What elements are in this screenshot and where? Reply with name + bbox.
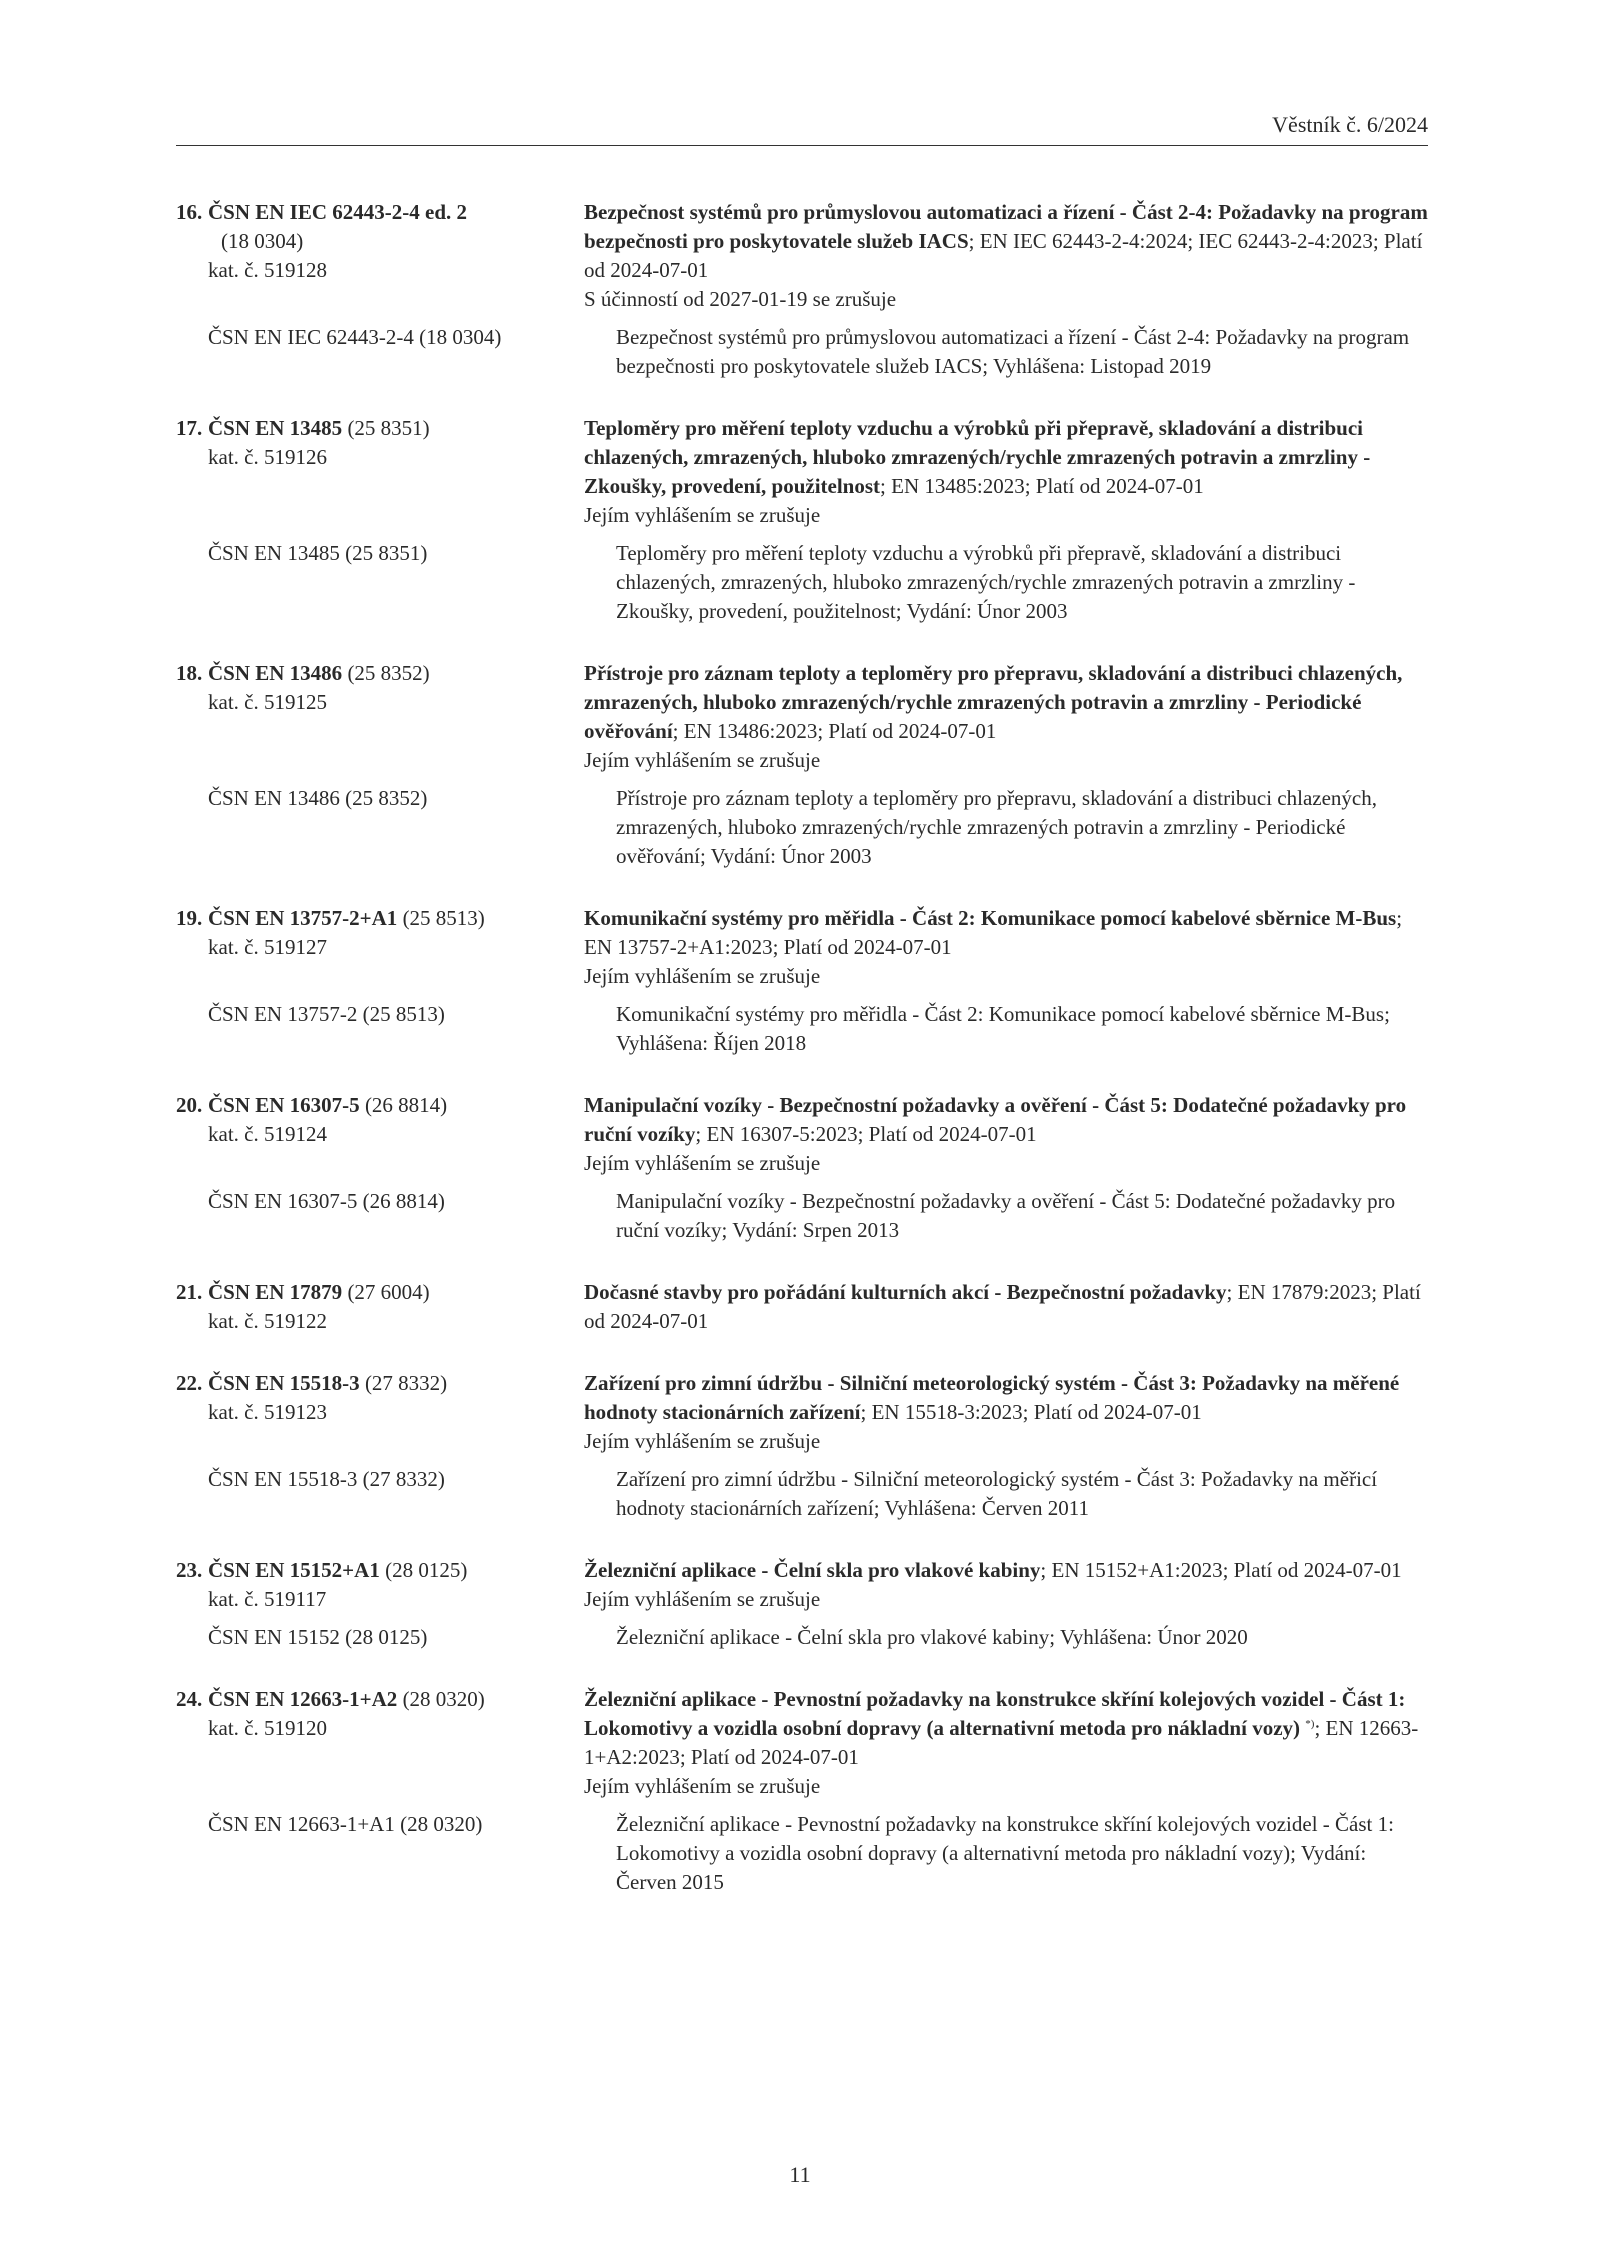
replaced-standard-description: Železniční aplikace - Čelní skla pro vlakové kabiny; Vyhlášena: Únor 2020 xyxy=(616,1625,1248,1649)
entry-number: 19. xyxy=(176,906,203,930)
replaced-standard-code: ČSN EN 15518-3 (27 8332) xyxy=(208,1467,445,1491)
replaced-standard-code: ČSN EN 12663-1+A1 (28 0320) xyxy=(208,1812,483,1836)
footnote-marker: *) xyxy=(1305,1718,1315,1730)
replaced-standard-description: Teploměry pro měření teploty vzduchu a výrobků při přepravě, skladování a distribuci chlazených, zmrazených, hluboko zmrazených/rychle zmrazených potravin a zmrzliny - Zkoušky, provedení, použitelnost; Vydání: Únor 2003 xyxy=(616,541,1356,623)
standard-description xyxy=(584,414,1428,530)
standard-details: ; EN 13486:2023; Platí od 2024-07-01 xyxy=(672,719,997,743)
withdrawal-note: Jejím vyhlášením se zrušuje xyxy=(584,1151,821,1175)
standard-title: Železniční aplikace - Pevnostní požadavky na konstrukce skříní kolejových vozidel - Část 1: Lokomotivy a vozidla osobní dopravy (a alternativní metoda pro nákladní vozy) xyxy=(584,1687,1406,1740)
replaced-standard-row xyxy=(176,1187,1428,1245)
entry-number: 21. xyxy=(176,1280,203,1304)
replaced-standard-description: Bezpečnost systémů pro průmyslovou automatizaci a řízení - Část 2-4: Požadavky na program bezpečnosti pro poskytovatele služeb IACS; Vyhlášena: Listopad 2019 xyxy=(616,325,1410,378)
standard-id-block xyxy=(176,198,584,314)
withdrawal-note: Jejím vyhlášením se zrušuje xyxy=(584,964,821,988)
replaced-standard-row xyxy=(176,784,1428,871)
standard-details: ; EN 13485:2023; Platí od 2024-07-01 xyxy=(880,474,1204,498)
class-code: (26 8814) xyxy=(364,1093,448,1117)
entry-number: 17. xyxy=(176,416,203,440)
class-code: (28 0125) xyxy=(385,1558,468,1582)
entry-number: 18. xyxy=(176,661,203,685)
standard-code: ČSN EN 15152+A1 xyxy=(208,1558,380,1582)
withdrawal-note: S účinností od 2027-01-19 se zrušuje xyxy=(584,287,897,311)
replaced-standard-description: Zařízení pro zimní údržbu - Silniční meteorologický systém - Část 3: Požadavky na měřicí hodnoty stacionárních zařízení; Vyhlášena: Červen 2011 xyxy=(616,1467,1378,1520)
standard-description xyxy=(584,1685,1428,1801)
replaced-standard-code: ČSN EN IEC 62443-2-4 (18 0304) xyxy=(208,325,502,349)
catalog-number: kat. č. 519124 xyxy=(208,1122,327,1146)
standard-code: ČSN EN 15518-3 xyxy=(208,1371,360,1395)
catalog-number: kat. č. 519122 xyxy=(208,1309,327,1333)
standard-description xyxy=(584,659,1428,775)
standard-code: ČSN EN 12663-1+A2 xyxy=(208,1687,398,1711)
class-code: (25 8351) xyxy=(347,416,430,440)
replaced-standard-code: ČSN EN 13486 (25 8352) xyxy=(208,786,428,810)
catalog-number: kat. č. 519125 xyxy=(208,690,327,714)
standard-entry xyxy=(176,1369,1428,1523)
replaced-standard-description: Železniční aplikace - Pevnostní požadavky na konstrukce skříní kolejových vozidel - Část 1: Lokomotivy a vozidla osobní dopravy (a alternativní metoda pro nákladní vozy); Vydání: Červen 2015 xyxy=(616,1812,1394,1894)
standard-entry xyxy=(176,1685,1428,1897)
standard-details: ; EN 17879:2023; Platí od 2024-07-01 xyxy=(584,1280,1421,1333)
replaced-standard-row xyxy=(176,1810,1428,1897)
standard-code: ČSN EN 13486 xyxy=(208,661,343,685)
standard-title: Komunikační systémy pro měřidla - Část 2: Komunikace pomocí kabelové sběrnice M-Bus xyxy=(584,906,1397,930)
standard-id-block xyxy=(176,1685,584,1801)
standard-code: ČSN EN 16307-5 xyxy=(208,1093,360,1117)
class-code: (18 0304) xyxy=(221,229,304,253)
new-standard-row xyxy=(176,1556,1428,1614)
replaced-standard-description: Přístroje pro záznam teploty a teploměry pro přepravu, skladování a distribuci chlazených, zmrazených, hluboko zmrazených/rychle zmrazených potravin a zmrzliny - Periodické ověřování; Vydání: Únor 2003 xyxy=(616,786,1377,868)
standard-id-block xyxy=(176,659,584,775)
replaced-standard-code: ČSN EN 13485 (25 8351) xyxy=(208,541,428,565)
catalog-number: kat. č. 519123 xyxy=(208,1400,327,1424)
catalog-number: kat. č. 519117 xyxy=(208,1587,327,1611)
standard-description xyxy=(584,1278,1428,1336)
standard-id-block xyxy=(176,414,584,530)
standard-title: Zařízení pro zimní údržbu - Silniční meteorologický systém - Část 3: Požadavky na měřené hodnoty stacionárních zařízení xyxy=(584,1371,1400,1424)
class-code: (27 8332) xyxy=(364,1371,448,1395)
replaced-standard-row xyxy=(176,1465,1428,1523)
standard-code: ČSN EN 13485 xyxy=(208,416,343,440)
standard-description xyxy=(584,904,1428,991)
standard-code: ČSN EN IEC 62443-2-4 ed. 2 xyxy=(208,200,468,224)
class-code: (27 6004) xyxy=(347,1280,430,1304)
replaced-standard-row xyxy=(176,1000,1428,1058)
catalog-number: kat. č. 519127 xyxy=(208,935,327,959)
standard-title: Železniční aplikace - Čelní skla pro vlakové kabiny xyxy=(584,1558,1041,1582)
catalog-number: kat. č. 519128 xyxy=(208,258,327,282)
standard-entry xyxy=(176,1556,1428,1652)
page-footer xyxy=(0,2160,1600,2189)
class-code: (25 8513) xyxy=(402,906,485,930)
standard-entry xyxy=(176,1091,1428,1245)
new-standard-row xyxy=(176,1369,1428,1456)
standard-description xyxy=(584,198,1428,314)
standard-details: ; EN 15518-3:2023; Platí od 2024-07-01 xyxy=(860,1400,1202,1424)
standard-title: Bezpečnost systémů pro průmyslovou automatizaci a řízení - Část 2-4: Požadavky na program bezpečnosti pro poskytovatele služeb IACS xyxy=(584,200,1428,253)
withdrawal-note: Jejím vyhlášením se zrušuje xyxy=(584,503,821,527)
replaced-standard-description: Manipulační vozíky - Bezpečnostní požadavky a ověření - Část 5: Dodatečné požadavky pro ruční vozíky; Vydání: Srpen 2013 xyxy=(616,1189,1396,1242)
withdrawal-note: Jejím vyhlášením se zrušuje xyxy=(584,1774,821,1798)
standards-list xyxy=(176,198,1428,1930)
class-code: (25 8352) xyxy=(347,661,430,685)
replaced-standard-code: ČSN EN 13757-2 (25 8513) xyxy=(208,1002,445,1026)
class-code: (28 0320) xyxy=(402,1687,485,1711)
catalog-number: kat. č. 519120 xyxy=(208,1716,327,1740)
standard-details: ; EN IEC 62443-2-4:2024; IEC 62443-2-4:2023; Platí od 2024-07-01 xyxy=(584,229,1423,282)
withdrawal-note: Jejím vyhlášením se zrušuje xyxy=(584,1429,821,1453)
replaced-standard-description: Komunikační systémy pro měřidla - Část 2: Komunikace pomocí kabelové sběrnice M-Bus; Vyhlášena: Říjen 2018 xyxy=(616,1002,1390,1055)
new-standard-row xyxy=(176,659,1428,775)
standard-code: ČSN EN 17879 xyxy=(208,1280,343,1304)
standard-title: Manipulační vozíky - Bezpečnostní požadavky a ověření - Část 5: Dodatečné požadavky pro ruční vozíky xyxy=(584,1093,1407,1146)
standard-details: ; EN 16307-5:2023; Platí od 2024-07-01 xyxy=(695,1122,1037,1146)
standard-entry xyxy=(176,904,1428,1058)
standard-code: ČSN EN 13757-2+A1 xyxy=(208,906,398,930)
standard-id-block xyxy=(176,1369,584,1456)
withdrawal-note: Jejím vyhlášením se zrušuje xyxy=(584,1587,821,1611)
entry-number: 24. xyxy=(176,1687,203,1711)
standard-entry xyxy=(176,1278,1428,1336)
new-standard-row xyxy=(176,1278,1428,1336)
standard-entry xyxy=(176,659,1428,871)
standard-entry xyxy=(176,414,1428,626)
replaced-standard-row xyxy=(176,323,1428,381)
standard-details: ; EN 13757-2+A1:2023; Platí od 2024-07-01 xyxy=(584,906,1403,959)
page-header xyxy=(176,110,1428,146)
new-standard-row xyxy=(176,1685,1428,1801)
new-standard-row xyxy=(176,198,1428,314)
standard-id-block xyxy=(176,1556,584,1614)
standard-details: ; EN 12663-1+A2:2023; Platí od 2024-07-01 xyxy=(584,1716,1419,1769)
journal-title: Věstník č. 6/2024 xyxy=(1272,112,1428,137)
standard-title: Dočasné stavby pro pořádání kulturních akcí - Bezpečnostní požadavky xyxy=(584,1280,1227,1304)
standard-entry xyxy=(176,198,1428,381)
standard-id-block xyxy=(176,1091,584,1178)
catalog-number: kat. č. 519126 xyxy=(208,445,327,469)
standard-id-block xyxy=(176,904,584,991)
new-standard-row xyxy=(176,904,1428,991)
entry-number: 16. xyxy=(176,200,203,224)
standard-id-block xyxy=(176,1278,584,1336)
standard-description xyxy=(584,1091,1428,1178)
entry-number: 23. xyxy=(176,1558,203,1582)
new-standard-row xyxy=(176,1091,1428,1178)
replaced-standard-code: ČSN EN 15152 (28 0125) xyxy=(208,1625,428,1649)
standard-title: Přístroje pro záznam teploty a teploměry pro přepravu, skladování a distribuci chlazených, zmrazených, hluboko zmrazených/rychle zmrazených potravin a zmrzliny - Periodické ověřování xyxy=(584,661,1403,743)
standard-details: ; EN 15152+A1:2023; Platí od 2024-07-01 xyxy=(1040,1558,1402,1582)
entry-number: 22. xyxy=(176,1371,203,1395)
entry-number: 20. xyxy=(176,1093,203,1117)
replaced-standard-code: ČSN EN 16307-5 (26 8814) xyxy=(208,1189,445,1213)
standard-description xyxy=(584,1556,1428,1614)
standard-description xyxy=(584,1369,1428,1456)
new-standard-row xyxy=(176,414,1428,530)
page-number: 11 xyxy=(789,2162,811,2187)
standard-title: Teploměry pro měření teploty vzduchu a výrobků při přepravě, skladování a distribuci chlazených, zmrazených, hluboko zmrazených/rychle zmrazených potravin a zmrzliny - Zkoušky, provedení, použitelnost xyxy=(584,416,1371,498)
withdrawal-note: Jejím vyhlášením se zrušuje xyxy=(584,748,821,772)
replaced-standard-row xyxy=(176,1623,1428,1652)
replaced-standard-row xyxy=(176,539,1428,626)
